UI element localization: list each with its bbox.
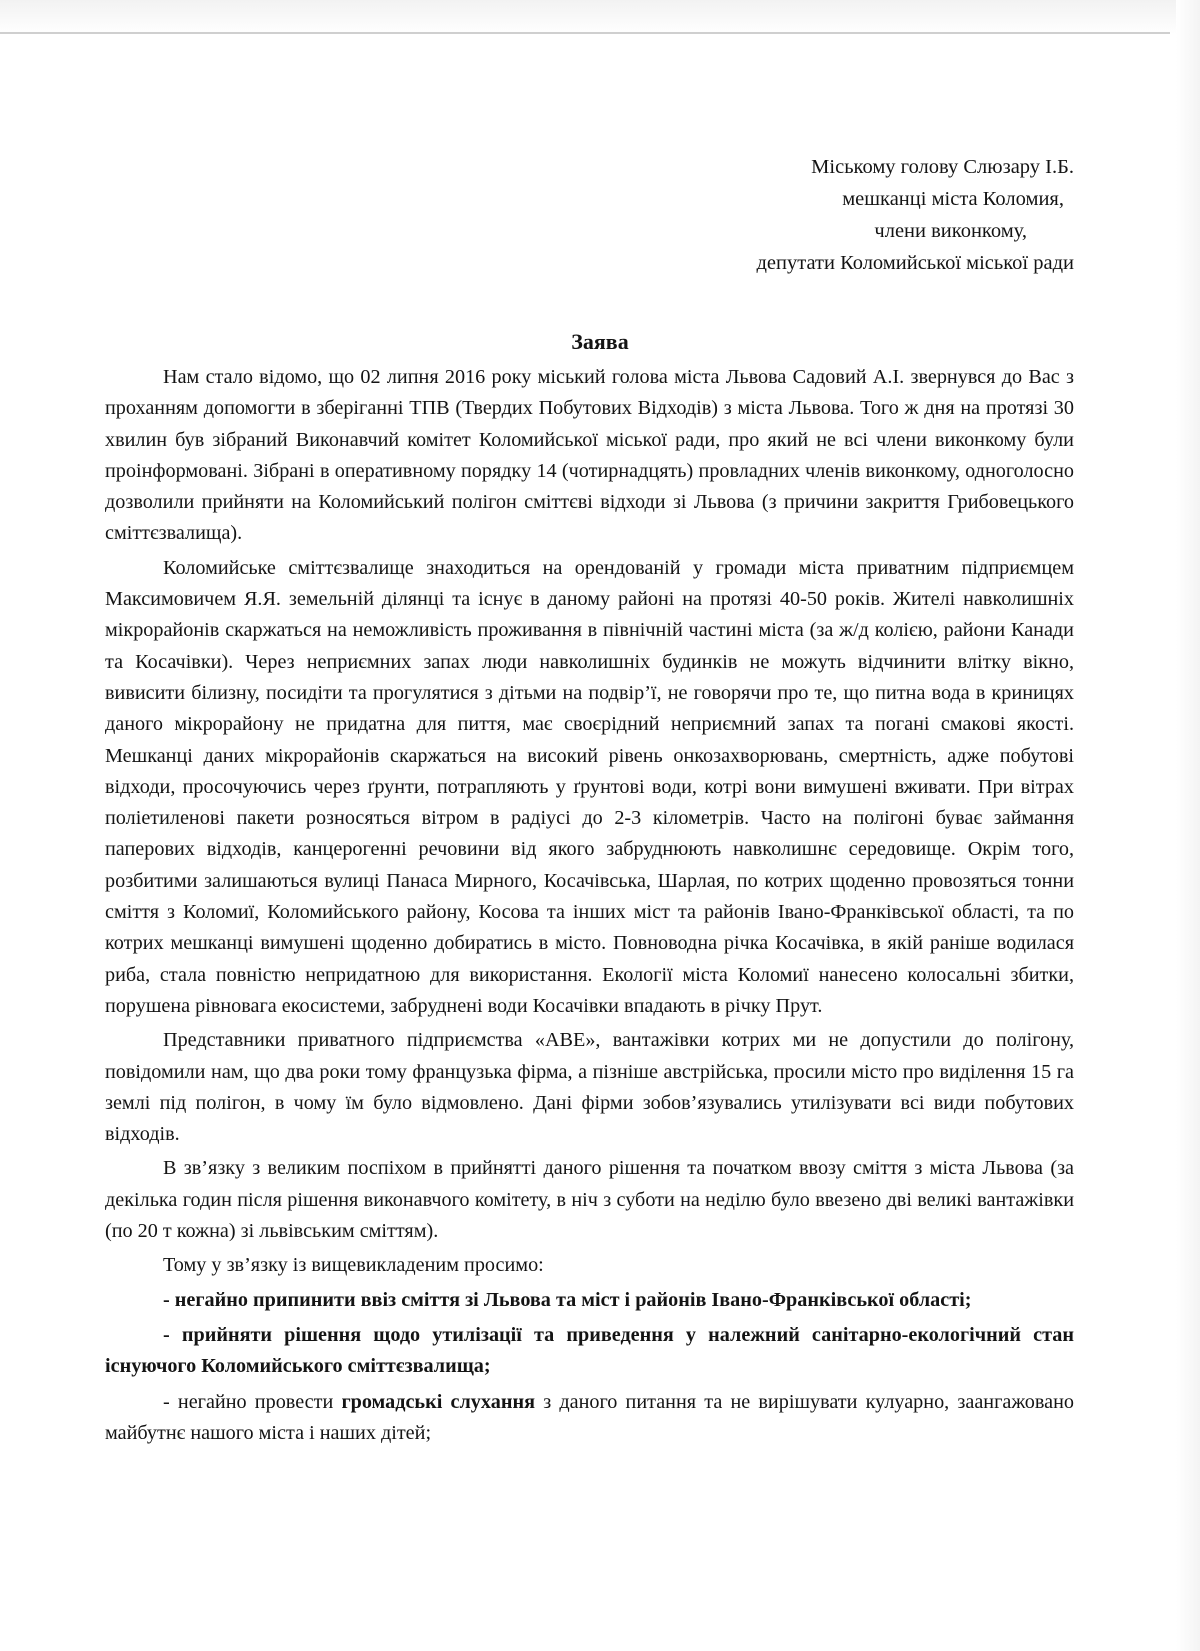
- paragraph: Нам стало відомо, що 02 липня 2016 року міський голова міста Львова Садовий А.І. звернувся до Вас з проханням допомогти в зберіганні ТПВ (Твердих Побутових Відходів) з міста Львова. Того ж дня на протязі 30 хвилин був зібраний Виконавчий комітет Коломийської міської ради, про який не всі члени виконкому були проінформовані. Зібрані в оперативному порядку 14 (чотирнадцять) провладних членів виконкому, одноголосно дозволили прийняти на Коломийський полігон сміттєві відходи зі Львова (з причини закриття Грибовецького сміттєзвалища).: [105, 366, 1074, 545]
- document-title: Заява: [571, 329, 629, 354]
- paragraph: Коломийське сміттєзвалище знаходиться на орендованій у громади міста приватним підприємцем Максимовичем Я.Я. земельній ділянці та існує в даному районі на протязі 40-50 років. Жителі навколишніх мікрорайонів скаржаться на неможливість проживання в північній частині міста (за ж/д колією, райони Канади та Косачівки). Через неприємних запах люди навколишніх будинків не можуть відчинити влітку вікно, вивисити білизну, посидіти та прогулятися з дітьми на подвір’ї, не говорячи про те, що питна вода в криницях даного мікрорайону не придатна для пиття, має своєрідний неприємний запах та погані смакові якості. Мешканці даних мікрорайонів скаржаться на високий рівень онкозахворювань, смертність, адже побутові відходи, просочуючись через ґрунти, потрапляють у ґрунтові води, котрі вони вимушені вживати. При вітрах поліетиленові пакети розносяться вітром в радіусі до 2-3 кілометрів. Часто на полігоні буває займання паперових відходів, канцерогенні речовини від якого забруднюють навколишнє середовище. Окрім того, розбитими залишаються вулиці Панаса Мирного, Косачівська, Шарлая, по котрих щоденно провозяться тонни сміття з Коломиї, Коломийського району, Косова та інших міст та районів Івано-Франківської області, та по котрих мешканці вимушені щоденно добиратись в місто. Повноводна річка Косачівка, в якій раніше водилася риба, стала повністю непридатною для використання. Екології міста Коломиї нанесено колосальні збитки, порушена рівновага екосистеми, забруднені води Косачівки впадають в річку Прут.: [105, 556, 1074, 1017]
- addressee-block: [756, 151, 1074, 279]
- request-emphasis: громадські слухання: [341, 1390, 536, 1413]
- addressee-line: депутати Коломийської міської ради: [756, 252, 1074, 274]
- request-text: - негайно провести: [163, 1390, 342, 1413]
- addressee-line: мешканці міста Коломия,: [842, 188, 1064, 210]
- addressee-line: Міському голову Слюзару І.Б.: [811, 156, 1074, 178]
- document-body: [105, 362, 1074, 1453]
- addressee-line: члени виконкому,: [874, 220, 1027, 242]
- paragraph: В зв’язку з великим поспіхом в прийнятті даного рішення та початком ввозу сміття з міста Львова (за декілька годин після рішення виконавчого комітету, в ніч з суботи на неділю було ввезено дві великі вантажівки (по 20 т кожна) зі львівським сміттям).: [105, 1157, 1074, 1243]
- request-item: - негайно припинити ввіз сміття зі Львова та міст і районів Івано-Франківської області;: [163, 1288, 972, 1311]
- request-text: з даного питання та не вирішувати кулуарно, заангажовано майбутнє нашого міста і наших дітей;: [105, 1390, 1075, 1444]
- request-item: [105, 1387, 1074, 1450]
- paragraph: Представники приватного підприємства «АВЕ», вантажівки котрих ми не допустили до полігону, повідомили нам, що два роки тому французька фірма, а пізніше австрійська, просили місто про виділення 15 га землі під полігон, в чому їм було відмовлено. Дані фірми зобов’язувались утилізувати всі види побутових відходів.: [105, 1029, 1074, 1146]
- paragraph: Тому у зв’язку із вищевикладеним просимо:: [163, 1254, 544, 1277]
- request-item: - прийняти рішення щодо утилізації та приведення у належний санітарно-екологічний стан існуючого Коломийського сміттєзвалища;: [105, 1323, 1074, 1378]
